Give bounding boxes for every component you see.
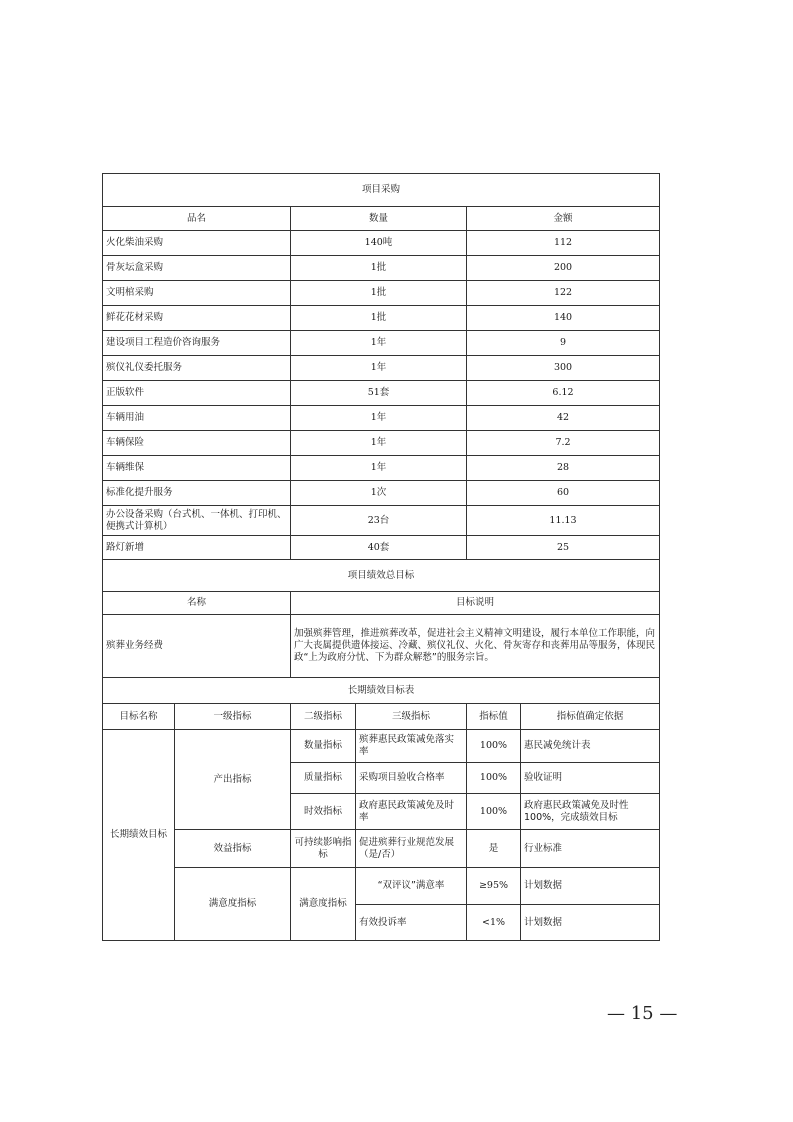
level3-indicator: 有效投诉率 — [356, 905, 467, 941]
procurement-row — [103, 306, 660, 331]
procurement-row — [103, 256, 660, 281]
procurement-row — [103, 356, 660, 381]
indicator-basis: 惠民减免统计表 — [521, 730, 660, 763]
item-amount: 112 — [467, 231, 660, 256]
item-amount: 9 — [467, 331, 660, 356]
level3-indicator: 促进殡葬行业规范发展（是/否） — [356, 830, 467, 868]
item-quantity: 40套 — [291, 536, 467, 560]
item-quantity: 1年 — [291, 331, 467, 356]
procurement-row — [103, 281, 660, 306]
item-name: 骨灰坛盒采购 — [103, 256, 291, 281]
header-level3: 三级指标 — [356, 704, 467, 730]
level2-indicator: 质量指标 — [291, 763, 356, 794]
item-amount: 42 — [467, 406, 660, 431]
level3-indicator: 采购项目验收合格率 — [356, 763, 467, 794]
item-quantity: 1批 — [291, 256, 467, 281]
goal-description: 加强殡葬管理，推进殡葬改革，促进社会主义精神文明建设，履行本单位工作职能，向广大丧属提供遗体接运、冷藏、殡仪礼仪、火化、骨灰寄存和丧葬用品等服务，体现民政“上为政府分忧、下为群众解愁”的服务宗旨。 — [291, 615, 660, 678]
procurement-row — [103, 381, 660, 406]
item-amount: 300 — [467, 356, 660, 381]
header-quantity: 数量 — [291, 207, 467, 231]
item-amount: 122 — [467, 281, 660, 306]
goal-name: 殡葬业务经费 — [103, 615, 291, 678]
item-name: 火化柴油采购 — [103, 231, 291, 256]
procurement-row — [103, 331, 660, 356]
indicator-row — [103, 830, 660, 868]
indicator-basis: 计划数据 — [521, 868, 660, 905]
performance-goal-title: 项目绩效总目标 — [103, 560, 660, 592]
item-name: 正版软件 — [103, 381, 291, 406]
header-value: 指标值 — [467, 704, 521, 730]
indicator-value: 100% — [467, 794, 521, 830]
procurement-section-header — [103, 174, 660, 207]
item-amount: 25 — [467, 536, 660, 560]
header-goal-description: 目标说明 — [291, 592, 660, 615]
indicator-row — [103, 730, 660, 763]
item-amount: 60 — [467, 481, 660, 506]
item-quantity: 140吨 — [291, 231, 467, 256]
long-term-column-headers — [103, 704, 660, 730]
item-name: 建设项目工程造价咨询服务 — [103, 331, 291, 356]
item-name: 文明棺采购 — [103, 281, 291, 306]
procurement-row — [103, 536, 660, 560]
item-name: 鲜花花材采购 — [103, 306, 291, 331]
page-number: — 15 — — [607, 1003, 678, 1024]
item-quantity: 51套 — [291, 381, 467, 406]
item-amount: 28 — [467, 456, 660, 481]
level3-indicator: 政府惠民政策减免及时率 — [356, 794, 467, 830]
level1-benefit: 效益指标 — [175, 830, 291, 868]
procurement-row — [103, 506, 660, 536]
procurement-row — [103, 456, 660, 481]
item-quantity: 1年 — [291, 431, 467, 456]
procurement-row — [103, 481, 660, 506]
level2-indicator: 时效指标 — [291, 794, 356, 830]
level1-output: 产出指标 — [175, 730, 291, 830]
item-name: 车辆用油 — [103, 406, 291, 431]
level3-indicator: “双评议”满意率 — [356, 868, 467, 905]
header-item-name: 品名 — [103, 207, 291, 231]
item-amount: 200 — [467, 256, 660, 281]
item-amount: 140 — [467, 306, 660, 331]
performance-goal-section-header — [103, 560, 660, 592]
item-name: 标准化提升服务 — [103, 481, 291, 506]
procurement-title: 项目采购 — [103, 174, 660, 207]
item-name: 车辆维保 — [103, 456, 291, 481]
long-term-section-header — [103, 678, 660, 704]
header-level2: 二级指标 — [291, 704, 356, 730]
indicator-basis: 行业标准 — [521, 830, 660, 868]
header-level1: 一级指标 — [175, 704, 291, 730]
item-name: 车辆保险 — [103, 431, 291, 456]
item-name: 路灯新增 — [103, 536, 291, 560]
performance-goal-column-headers — [103, 592, 660, 615]
item-quantity: 1年 — [291, 456, 467, 481]
level2-indicator: 可持续影响指标 — [291, 830, 356, 868]
header-basis: 指标值确定依据 — [521, 704, 660, 730]
performance-goal-row — [103, 615, 660, 678]
indicator-basis: 政府惠民政策减免及时性100%，完成绩效目标 — [521, 794, 660, 830]
item-quantity: 1年 — [291, 356, 467, 381]
indicator-value: 是 — [467, 830, 521, 868]
item-quantity: 1批 — [291, 281, 467, 306]
level1-satisfaction: 满意度指标 — [175, 868, 291, 941]
indicator-row — [103, 868, 660, 905]
budget-performance-table — [102, 173, 660, 941]
item-amount: 7.2 — [467, 431, 660, 456]
indicator-basis: 计划数据 — [521, 905, 660, 941]
indicator-value: <1% — [467, 905, 521, 941]
item-name: 殡仪礼仪委托服务 — [103, 356, 291, 381]
procurement-column-headers — [103, 207, 660, 231]
indicator-value: 100% — [467, 730, 521, 763]
procurement-row — [103, 406, 660, 431]
header-goal-name: 名称 — [103, 592, 291, 615]
header-target-name: 目标名称 — [103, 704, 175, 730]
item-name: 办公设备采购（台式机、一体机、打印机、便携式计算机） — [103, 506, 291, 536]
indicator-value: 100% — [467, 763, 521, 794]
item-amount: 6.12 — [467, 381, 660, 406]
item-quantity: 1次 — [291, 481, 467, 506]
long-term-title: 长期绩效目标表 — [103, 678, 660, 704]
procurement-row — [103, 431, 660, 456]
item-quantity: 1批 — [291, 306, 467, 331]
item-quantity: 23台 — [291, 506, 467, 536]
level3-indicator: 殡葬惠民政策减免落实率 — [356, 730, 467, 763]
item-quantity: 1年 — [291, 406, 467, 431]
item-amount: 11.13 — [467, 506, 660, 536]
level2-indicator: 满意度指标 — [291, 868, 356, 941]
procurement-row — [103, 231, 660, 256]
document-table-container — [102, 173, 659, 941]
indicator-basis: 验收证明 — [521, 763, 660, 794]
level2-indicator: 数量指标 — [291, 730, 356, 763]
header-amount: 金额 — [467, 207, 660, 231]
long-term-goal-name: 长期绩效目标 — [103, 730, 175, 941]
indicator-value: ≥95% — [467, 868, 521, 905]
